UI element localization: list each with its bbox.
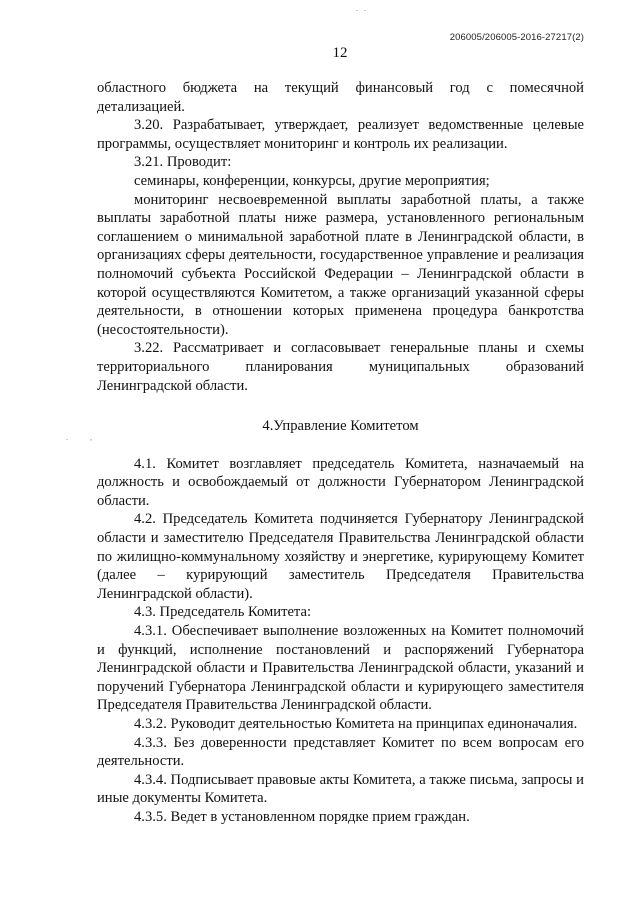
paragraph-4-3: 4.3. Председатель Комитета: <box>134 604 312 621</box>
paragraph-4-3-4: 4.3.4. Подписывает правовые акты Комитета, а также письма, запросы и иные документы Комитета. <box>97 771 584 807</box>
top-dots: . . <box>356 4 368 13</box>
margin-mark: . , <box>66 433 102 442</box>
paragraph-4-1: 4.1. Комитет возглавляет председатель Комитета, назначаемый на должность и освобождаемый от должности Губернатором Ленинградской области. <box>97 455 584 509</box>
document-body <box>97 79 584 827</box>
paragraph-3-21-seminars: семинары, конференции, конкурсы, другие мероприятия; <box>134 172 490 189</box>
document-id: 206005/206005-2016-27217(2) <box>449 32 584 43</box>
section-heading: 4.Управление Комитетом <box>262 418 419 435</box>
paragraph-3-22: 3.22. Рассматривает и согласовывает генеральные планы и схемы территориального планирования муниципальных образований Ленинградской области. <box>97 340 584 394</box>
paragraph-4-3-3: 4.3.3. Без доверенности представляет Комитет по всем вопросам его деятельности. <box>97 734 584 770</box>
paragraph-3-21: 3.21. Проводит: <box>134 154 232 171</box>
paragraph-4-3-2: 4.3.2. Руководит деятельностью Комитета на принципах единоначалия. <box>134 716 578 732</box>
paragraph-4-3-1: 4.3.1. Обеспечивает выполнение возложенных на Комитет полномочий и функций, исполнение постановлений и распоряжений Губернатора Ленинградской области и Правительства Ленинградской области, указаний и поручений Губернатора Ленинградской области и курирующего заместителя Председателя Правительства Ленинградской области. <box>97 623 584 714</box>
paragraph-3-20: 3.20. Разрабатывает, утверждает, реализует ведомственные целевые программы, осуществляет мониторинг и контроль их реализации. <box>97 117 584 152</box>
paragraph-4-2: 4.2. Председатель Комитета подчиняется Губернатору Ленинградской области и заместителю Председателя Правительства Ленинградской области по жилищно-коммунальному хозяйству и энергетике, курирующему Комитет (далее – курирующий заместитель Председателя Правительства Ленинградской области). <box>97 511 584 602</box>
paragraph-4-3-5: 4.3.5. Ведет в установленном порядке прием граждан. <box>134 808 470 825</box>
page-number: 12 <box>332 45 348 61</box>
paragraph-3-21-monitoring: мониторинг несвоевременной выплаты заработной платы, а также выплаты заработной платы ниже размера, установленного региональным соглашением о минимальной заработной плате в Ленинградской области, в организациях сферы деятельности, государственное управление и реализация полномочий субъекта Российской Федерации – Ленинградской области в которой осуществляются Комитетом, а также организаций указанной сферы деятельности, в отношении которых применена процедура банкротства (несостоятельности). <box>97 191 584 338</box>
paragraph-budget-continuation: областного бюджета на текущий финансовый год с помесячной детализацией. <box>97 80 584 115</box>
